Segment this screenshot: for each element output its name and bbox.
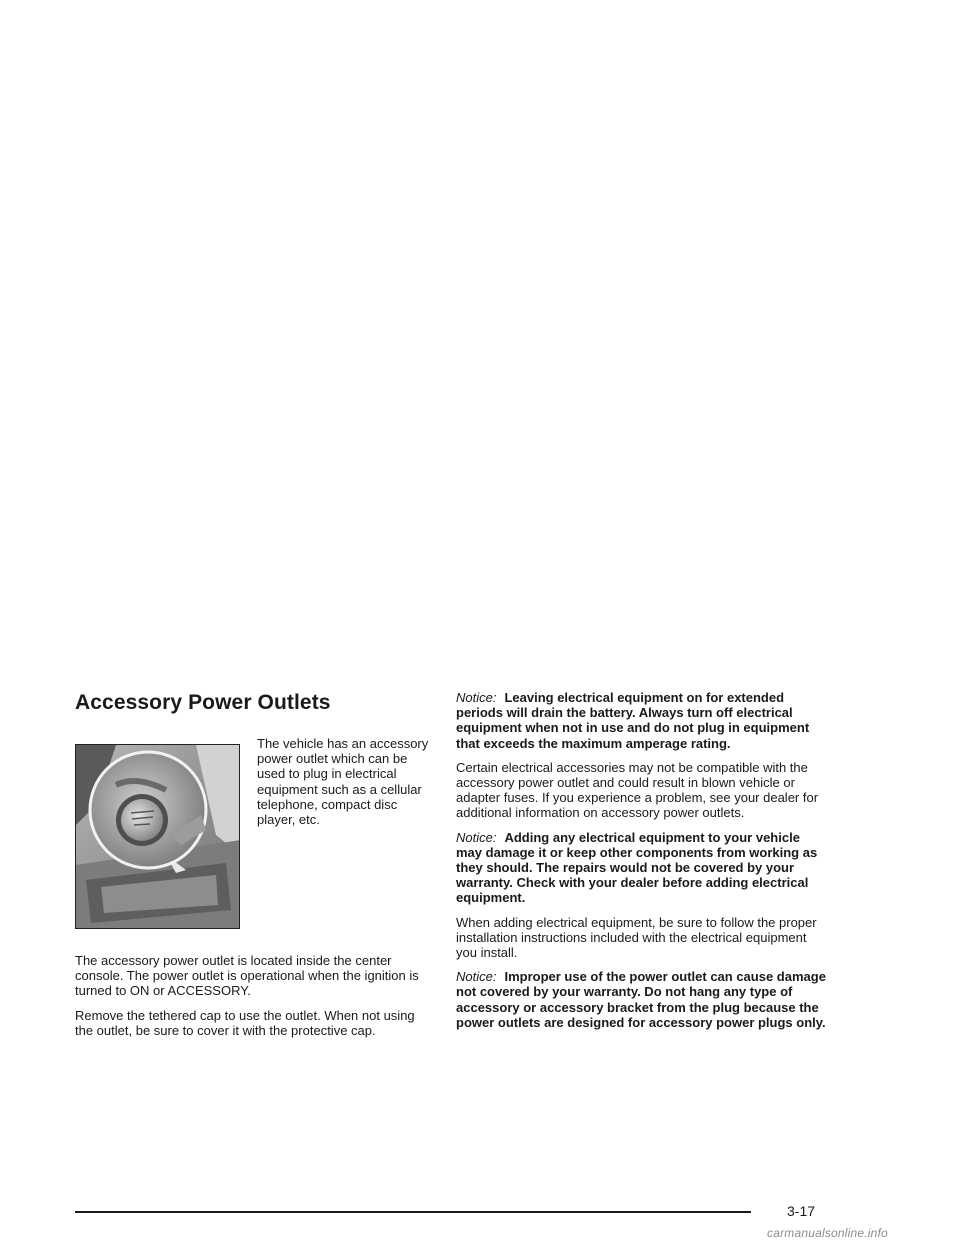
notice-text: Adding any electrical equipment to your vehicle may damage it or keep other components from working as they should. The repairs would not be covered by your warranty. Check with your dealer before adding electrical equipment. [456, 829, 818, 906]
notice-label: Notice: [456, 829, 497, 845]
notice-label: Notice: [456, 969, 497, 985]
body-paragraph-compatibility: Certain electrical accessories may not be compatible with the accessory power outlet and could result in blown vehicle or adapter fuses. If you experience a problem, see your dealer for additional information on accessory power outlets. [456, 759, 819, 821]
right-column [456, 690, 828, 1039]
notice-battery [456, 690, 828, 751]
notice-text: Leaving electrical equipment on for extended periods will drain the battery. Always turn off electrical equipment when not in use and do not plug in equipment that exceeds the maximum amperage rating. [456, 690, 810, 751]
body-paragraph-cap: Remove the tethered cap to use the outlet. When not using the outlet, be sure to cover it with the protective cap. [75, 1007, 415, 1038]
section-heading: Accessory Power Outlets [75, 691, 331, 714]
watermark: carmanualsonline.info [767, 1226, 888, 1240]
notice-improper-use [456, 969, 828, 1030]
body-paragraph-location: The accessory power outlet is located inside the center console. The power outlet is operational when the ignition is turned to ON or ACCESSORY. [75, 953, 419, 999]
notice-label: Notice: [456, 690, 497, 705]
notice-warranty [456, 830, 828, 906]
body-paragraph-installation: When adding electrical equipment, be sure to follow the proper installation instructions included with the electrical equipment you install. [456, 914, 817, 961]
figure-block [75, 736, 435, 931]
power-outlet-photo [75, 744, 240, 929]
intro-text: The vehicle has an accessory power outlet which can be used to plug in electrical equipment such as a cellular telephone, compact disc player, etc. [257, 736, 429, 828]
left-column [75, 690, 435, 1047]
footer-rule [75, 1211, 751, 1213]
page-number: 3-17 [787, 1203, 816, 1219]
notice-text: Improper use of the power outlet can cause damage not covered by your warranty. Do not hang any type of accessory or accessory bracket from the plug because the power outlets are designed for accessory power plugs only. [456, 969, 826, 1030]
